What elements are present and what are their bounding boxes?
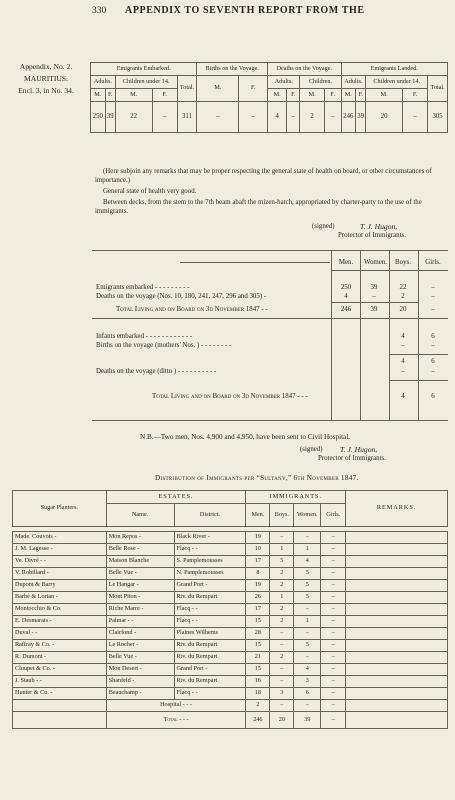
rule bbox=[390, 380, 448, 381]
cell: 4 bbox=[294, 556, 321, 568]
group-embarked: Emigrants Embarked. bbox=[91, 63, 197, 76]
cell: – bbox=[321, 544, 346, 556]
col-men: Men. bbox=[338, 259, 354, 266]
head-men: Men. bbox=[246, 504, 270, 527]
cell: 20 bbox=[399, 306, 407, 313]
cell: 4 bbox=[401, 358, 405, 365]
cell: – bbox=[431, 368, 435, 375]
row-embarked-label: Emigrants embarked - - - - - - - - - bbox=[96, 284, 190, 291]
deaths-children: Children. bbox=[300, 76, 341, 89]
table-row bbox=[13, 652, 448, 664]
table-row bbox=[13, 532, 448, 544]
rule bbox=[418, 250, 419, 420]
table-row bbox=[13, 592, 448, 604]
group-births: Births on the Voyage. bbox=[197, 63, 268, 76]
row-deaths2-label: Deaths on the voyage (ditto ) - - - - - - - - - - bbox=[96, 368, 217, 375]
table-row bbox=[13, 688, 448, 700]
sub-adults: Adults. bbox=[91, 76, 116, 89]
cell: 1 bbox=[294, 616, 321, 628]
page-number: 330 bbox=[92, 6, 107, 16]
col-women: Women. bbox=[364, 259, 387, 266]
table-row bbox=[13, 568, 448, 580]
cell: 1 bbox=[294, 544, 321, 556]
cell: Dupont & Barry bbox=[13, 580, 107, 592]
cell bbox=[346, 580, 448, 592]
cell: 15 bbox=[246, 640, 270, 652]
table-row bbox=[13, 580, 448, 592]
cell: 4 bbox=[294, 664, 321, 676]
cell: 3 bbox=[294, 676, 321, 688]
head-name: Name. bbox=[106, 504, 174, 527]
cell bbox=[346, 664, 448, 676]
mf: M. bbox=[268, 89, 287, 102]
table-row bbox=[13, 628, 448, 640]
sub-total: Total. bbox=[177, 76, 197, 102]
table-row bbox=[13, 664, 448, 676]
cell: – bbox=[270, 664, 294, 676]
cell: Plaines Wilhems bbox=[174, 628, 246, 640]
rule bbox=[332, 270, 448, 271]
cell: 39 bbox=[294, 712, 321, 729]
cell: 3 bbox=[270, 688, 294, 700]
cell: 28 bbox=[246, 628, 270, 640]
table-row bbox=[13, 544, 448, 556]
cell bbox=[346, 604, 448, 616]
cell: – bbox=[197, 102, 239, 133]
cell: – bbox=[321, 604, 346, 616]
cell: 39 bbox=[105, 102, 115, 133]
cell: E. Desmarais - bbox=[13, 616, 107, 628]
cell: 250 bbox=[91, 102, 106, 133]
cell: 10 bbox=[246, 544, 270, 556]
cell: – bbox=[270, 532, 294, 544]
cell: Riv. du Rempart bbox=[174, 652, 246, 664]
cell: 17 bbox=[246, 604, 270, 616]
head-boys: Boys. bbox=[270, 504, 294, 527]
cell: Grand Port - bbox=[174, 664, 246, 676]
rule bbox=[92, 420, 448, 421]
berth-note: Between decks, from the stem to the 7th beam abaft the mizen-hatch, appropriated by charter-party to the use of the immigrants. bbox=[95, 199, 422, 215]
cell: – bbox=[321, 652, 346, 664]
cell bbox=[13, 712, 107, 729]
cell: Flacq - - bbox=[174, 604, 246, 616]
head-girls: Girls. bbox=[321, 504, 346, 527]
cell: Barbé & Lortan - bbox=[13, 592, 107, 604]
appendix-label: Appendix, No. 2. bbox=[19, 62, 73, 71]
table-row bbox=[13, 556, 448, 568]
cell: R. Dumont - bbox=[13, 652, 107, 664]
cell: 2 bbox=[270, 568, 294, 580]
table-row bbox=[13, 640, 448, 652]
cell: N. Pamplemousses bbox=[174, 568, 246, 580]
cell bbox=[346, 592, 448, 604]
cell: 1 bbox=[270, 544, 294, 556]
cell: 39 bbox=[356, 102, 366, 133]
cell: 2 bbox=[270, 616, 294, 628]
mf: F. bbox=[287, 89, 300, 102]
cell: V. Robillard - bbox=[13, 568, 107, 580]
mf: F. bbox=[152, 89, 177, 102]
mf: M. bbox=[300, 89, 324, 102]
cell: 305 bbox=[428, 102, 448, 133]
deaths-adults: Adults. bbox=[268, 76, 300, 89]
cell: Riv. du Rempart bbox=[174, 676, 246, 688]
cell: – bbox=[403, 102, 428, 133]
mf: F. bbox=[324, 89, 341, 102]
cell: Black River - bbox=[174, 532, 246, 544]
cell: 39 bbox=[370, 284, 378, 291]
cell: – bbox=[401, 368, 405, 375]
cell: – bbox=[294, 628, 321, 640]
cell: Hunter & Co. - bbox=[13, 688, 107, 700]
table-row bbox=[13, 604, 448, 616]
nb-note: N.B.—Two men, Nos. 4,900 and 4,950, have been sent to Civil Hospital. bbox=[140, 433, 351, 441]
cell: – bbox=[321, 616, 346, 628]
cell bbox=[346, 532, 448, 544]
head-remarks: REMARKS. bbox=[346, 491, 448, 527]
cell: 20 bbox=[270, 712, 294, 729]
cell: Mon Repos - bbox=[106, 532, 174, 544]
cell: – bbox=[321, 640, 346, 652]
mf: F. bbox=[105, 89, 115, 102]
cell: Maison Blanche bbox=[106, 556, 174, 568]
cell bbox=[346, 556, 448, 568]
cell: – bbox=[270, 640, 294, 652]
rule bbox=[390, 354, 448, 355]
cell bbox=[346, 568, 448, 580]
nb-title: Protector of Immigrants. bbox=[318, 455, 386, 462]
cell: – bbox=[324, 102, 341, 133]
cell: Riv. du Rempart bbox=[174, 640, 246, 652]
cell: – bbox=[270, 628, 294, 640]
cell: – bbox=[294, 604, 321, 616]
hospital-label: Hospital - - - bbox=[106, 700, 246, 712]
total-row bbox=[13, 712, 448, 729]
landed-total: Total. bbox=[428, 76, 448, 102]
nb-signed: (signed) bbox=[300, 446, 323, 453]
cell: 6 bbox=[294, 688, 321, 700]
nb-name: T. J. Hugon, bbox=[340, 445, 378, 454]
cell: Shanfeld - bbox=[106, 676, 174, 688]
cell: – bbox=[321, 568, 346, 580]
cell: 22 bbox=[399, 284, 407, 291]
rule bbox=[180, 262, 330, 263]
cell: – bbox=[321, 688, 346, 700]
cell: 6 bbox=[431, 333, 435, 340]
cell: 17 bbox=[246, 556, 270, 568]
head-women: Women. bbox=[294, 504, 321, 527]
cell: 2 bbox=[246, 700, 270, 712]
cell: 6 bbox=[431, 358, 435, 365]
cell: 5 bbox=[294, 568, 321, 580]
cell bbox=[346, 652, 448, 664]
cell: 39 bbox=[370, 306, 378, 313]
cell bbox=[346, 544, 448, 556]
head-district: District. bbox=[174, 504, 246, 527]
mf: M. bbox=[341, 89, 356, 102]
cell: Beauchamp - bbox=[106, 688, 174, 700]
cell: Clairfond - bbox=[106, 628, 174, 640]
cell: – bbox=[321, 556, 346, 568]
row-infants-label: Infants embarked - - - - - - - - - - - - bbox=[96, 333, 193, 340]
rule bbox=[331, 250, 332, 420]
country-label: MAURITIUS. bbox=[23, 74, 69, 83]
cell: Riche Marre - bbox=[106, 604, 174, 616]
cell: 4 bbox=[268, 102, 287, 133]
cell: Palmar - - bbox=[106, 616, 174, 628]
cell: – bbox=[321, 676, 346, 688]
mf: F. bbox=[356, 89, 366, 102]
cell: 246 bbox=[340, 306, 352, 313]
cell: 2 bbox=[270, 580, 294, 592]
cell: – bbox=[294, 532, 321, 544]
cell: – bbox=[372, 293, 376, 300]
cell: Cloupet & Co. - bbox=[13, 664, 107, 676]
cell: 15 bbox=[246, 664, 270, 676]
cell: Belle Rose - bbox=[106, 544, 174, 556]
cell: 18 bbox=[246, 688, 270, 700]
rule bbox=[92, 318, 448, 319]
cell: 2 bbox=[270, 604, 294, 616]
rule bbox=[360, 250, 361, 420]
cell: 246 bbox=[341, 102, 356, 133]
cell: 1 bbox=[270, 592, 294, 604]
cell: Belle Vue - bbox=[106, 568, 174, 580]
emigrant-summary-table bbox=[90, 62, 448, 133]
remarks-instruction: (Here subjoin any remarks that may be proper respecting the general state of health on board, or other circumstances of importance.) bbox=[95, 168, 432, 184]
cell: Ve. Divré - - bbox=[13, 556, 107, 568]
cell: S. Pamplemousses bbox=[174, 556, 246, 568]
cell: 26 bbox=[246, 592, 270, 604]
cell: – bbox=[270, 676, 294, 688]
cell: Mon Desert - bbox=[106, 664, 174, 676]
cell: 5 bbox=[294, 592, 321, 604]
signed-label: (signed) bbox=[312, 223, 335, 230]
cell: Montocchio & Co. bbox=[13, 604, 107, 616]
rule bbox=[332, 302, 418, 303]
cell: 2 bbox=[270, 652, 294, 664]
cell: 19 bbox=[246, 532, 270, 544]
hospital-row bbox=[13, 700, 448, 712]
cell: Made. Couvois - bbox=[13, 532, 107, 544]
cell: – bbox=[431, 306, 435, 313]
distribution-title: Distribution of Immigrants per “Sultany,” 6th November 1847. bbox=[155, 474, 359, 482]
cell: 4 bbox=[344, 293, 348, 300]
cell: Flacq - - bbox=[174, 616, 246, 628]
mf: M. bbox=[91, 89, 106, 102]
signatory-name: T. J. Hugon, bbox=[360, 222, 398, 231]
distribution-table bbox=[12, 490, 448, 729]
cell: 20 bbox=[366, 102, 403, 133]
cell: 19 bbox=[246, 580, 270, 592]
cell bbox=[346, 628, 448, 640]
cell: – bbox=[321, 532, 346, 544]
cell: – bbox=[270, 700, 294, 712]
cell: 246 bbox=[246, 712, 270, 729]
mf: M. bbox=[115, 89, 152, 102]
cell: 5 bbox=[294, 580, 321, 592]
cell: 311 bbox=[177, 102, 197, 133]
cell: Grand Port - bbox=[174, 580, 246, 592]
cell: – bbox=[321, 664, 346, 676]
cell: 4 bbox=[401, 393, 405, 400]
cell: – bbox=[321, 592, 346, 604]
cell: – bbox=[287, 102, 300, 133]
cell: – bbox=[294, 700, 321, 712]
rule bbox=[92, 250, 448, 251]
cell: Duval - - bbox=[13, 628, 107, 640]
cell bbox=[346, 712, 448, 729]
row-total-living2-label: Total Living and on Board on 3d November 1847 - - - bbox=[152, 393, 308, 400]
cell: – bbox=[321, 580, 346, 592]
cell bbox=[346, 676, 448, 688]
births-f: F. bbox=[239, 76, 268, 102]
cell: Riv. du Rempart bbox=[174, 592, 246, 604]
mf: F. bbox=[403, 89, 428, 102]
col-boys: Boys. bbox=[395, 259, 411, 266]
cell: 250 bbox=[340, 284, 352, 291]
landed-children: Children under 14. bbox=[366, 76, 428, 89]
cell: – bbox=[401, 342, 405, 349]
group-deaths: Deaths on the Voyage. bbox=[268, 63, 341, 76]
row-deaths-label: Deaths on the voyage (Nos. 10, 180, 241, 247, 296 and 305) - bbox=[96, 293, 267, 300]
cell: – bbox=[431, 284, 435, 291]
cell: 6 bbox=[431, 393, 435, 400]
head-estates: ESTATES. bbox=[106, 491, 246, 504]
cell: – bbox=[152, 102, 177, 133]
cell bbox=[346, 616, 448, 628]
cell: – bbox=[431, 293, 435, 300]
group-landed: Emigrants Landed. bbox=[341, 63, 448, 76]
cell bbox=[13, 700, 107, 712]
cell: 4 bbox=[401, 333, 405, 340]
cell: – bbox=[294, 652, 321, 664]
cell: 2 bbox=[401, 293, 405, 300]
mf: M. bbox=[366, 89, 403, 102]
cell: 16 bbox=[246, 676, 270, 688]
cell: J. M. Lagesse - bbox=[13, 544, 107, 556]
health-note: General state of health very good. bbox=[103, 188, 197, 195]
cell: Le Rocher - bbox=[106, 640, 174, 652]
cell: – bbox=[239, 102, 268, 133]
cell: 5 bbox=[270, 556, 294, 568]
cell: 2 bbox=[300, 102, 324, 133]
cell: J. Staub - - bbox=[13, 676, 107, 688]
running-title: APPENDIX TO SEVENTH REPORT FROM THE bbox=[125, 5, 365, 16]
enclosure-label: Encl. 3, in No. 34. bbox=[18, 86, 74, 95]
signatory-title: Protector of Immigrants. bbox=[338, 232, 406, 239]
cell: Le Hangar - bbox=[106, 580, 174, 592]
cell: 5 bbox=[294, 640, 321, 652]
cell: 8 bbox=[246, 568, 270, 580]
table-row bbox=[13, 616, 448, 628]
row-births-label: Births on the voyage (mothers' Nos. ) - - - - - - - - bbox=[96, 342, 232, 349]
cell: Raffray & Co. - bbox=[13, 640, 107, 652]
cell: Belle Vue - bbox=[106, 652, 174, 664]
rule bbox=[389, 250, 390, 420]
cell: Flacq - - bbox=[174, 688, 246, 700]
table-row bbox=[13, 676, 448, 688]
cell bbox=[346, 688, 448, 700]
total-label: Total - - - bbox=[106, 712, 246, 729]
cell: 21 bbox=[246, 652, 270, 664]
cell bbox=[346, 640, 448, 652]
landed-adults: Adults. bbox=[341, 76, 366, 89]
cell: Flacq - - bbox=[174, 544, 246, 556]
cell: – bbox=[321, 712, 346, 729]
sub-children: Children under 14. bbox=[115, 76, 177, 89]
births-m: M. bbox=[197, 76, 239, 102]
cell: – bbox=[431, 342, 435, 349]
cell: – bbox=[321, 700, 346, 712]
head-immigrants: IMMIGRANTS. bbox=[246, 491, 346, 504]
cell: – bbox=[321, 628, 346, 640]
col-girls: Girls. bbox=[425, 259, 441, 266]
cell: Mont Piton - bbox=[106, 592, 174, 604]
cell: 15 bbox=[246, 616, 270, 628]
row-total-living-label: Total Living and on Board on 3d November 1847 - - bbox=[116, 306, 268, 313]
cell bbox=[346, 700, 448, 712]
cell: 22 bbox=[115, 102, 152, 133]
head-planters: Sugar Planters. bbox=[13, 491, 107, 527]
